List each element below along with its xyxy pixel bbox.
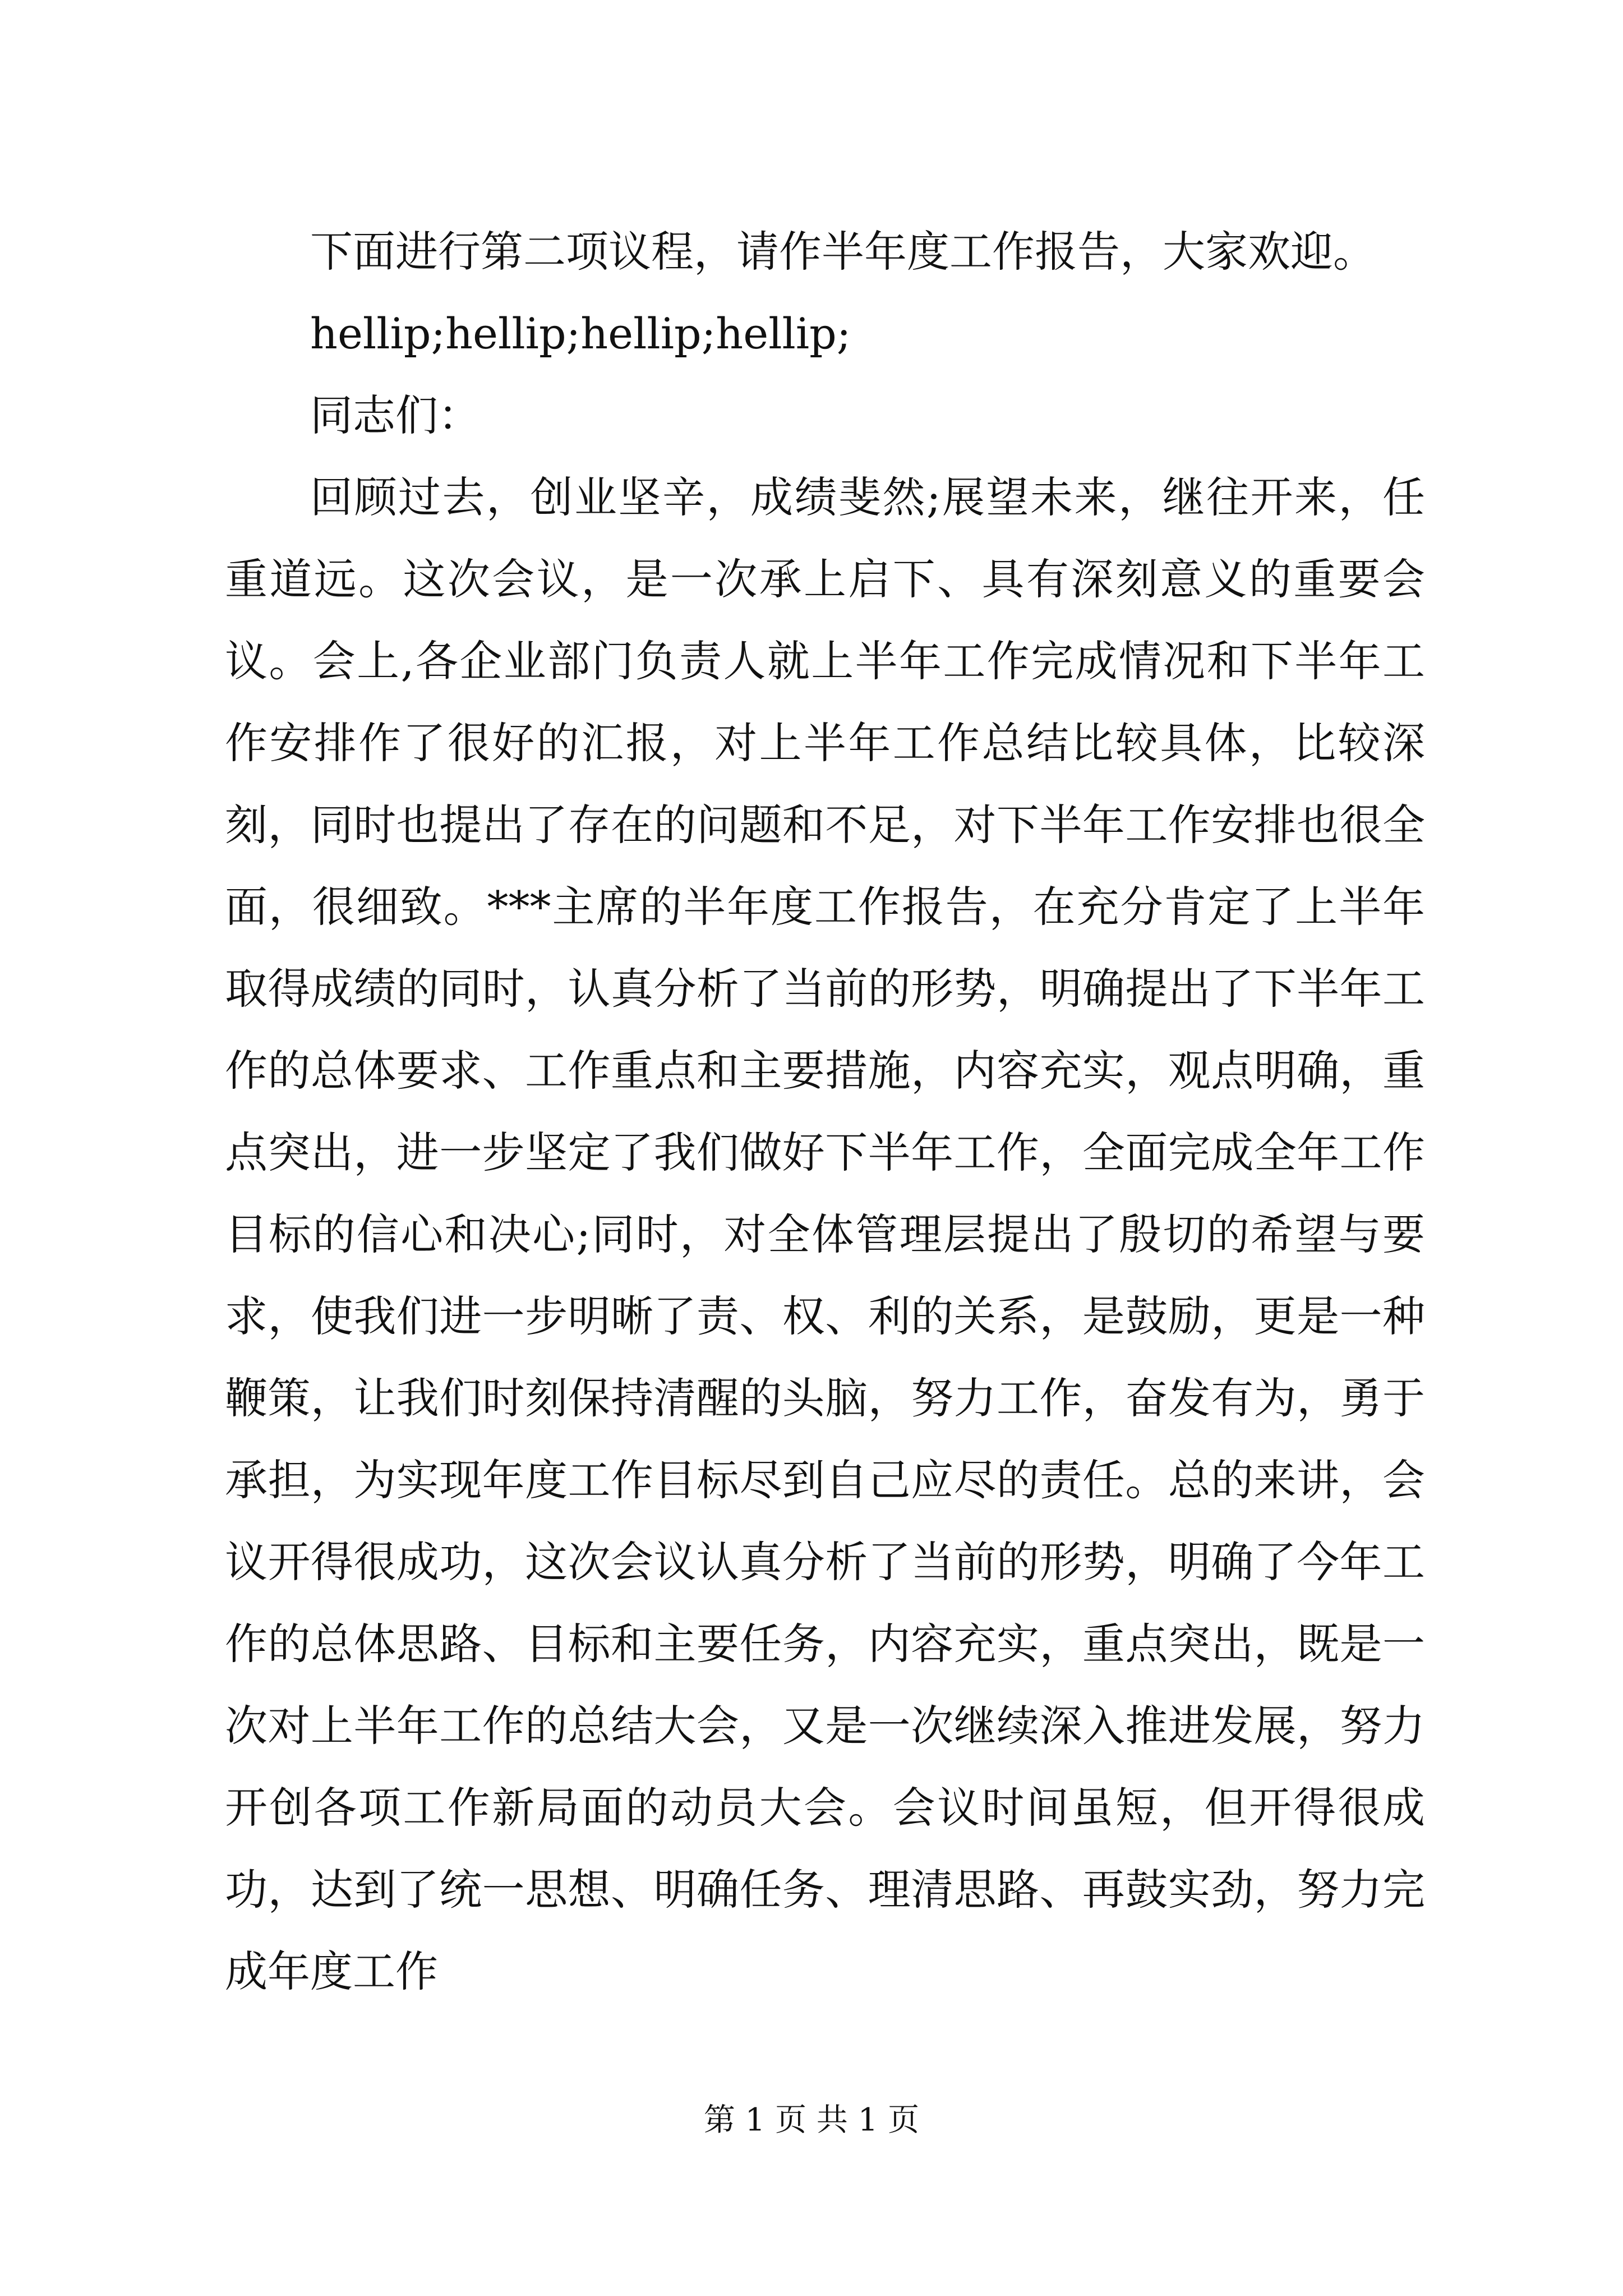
paragraph-agenda: 下面进行第二项议程，请作半年度工作报告，大家欢迎。 [310,227,1376,277]
paragraph-salutation: 同志们： [310,390,481,440]
paragraph-main: 回顾过去，创业坚辛，成绩斐然;展望未来，继往开来，任重道远。这次会议，是一次承上启下、具有深刻意义的重要会议。会上,各企业部门负责人就上半年工作完成情况和下半年工作安排作了很好的汇报，对上半年工作总结比较具体，比较深刻，同时也提出了存在的问题和不足，对下半年工作安排也很全面，很细致。***主席的半年度工作报告，在充分肯定了上半年取得成绩的同时，认真分析了当前的形势，明确提出了下半年工作的总体要求、工作重点和主要措施，内容充实，观点明确，重点突出，进一步坚定了我们做好下半年工作，全面完成全年工作目标的信心和决心;同时，对全体管理层提出了殷切的希望与要求，使我们进一步明晰了责、权、利的关系，是鼓励，更是一种鞭策，让我们时刻保持清醒的头脑，努力工作，奋发有为，勇于承担，为实现年度工作目标尽到自己应尽的责任。总的来讲，会议开得很成功，这次会议认真分析了当前的形势，明确了今年工作的总体思路、目标和主要任务，内容充实，重点突出，既是一次对上半年工作的总结大会，又是一次继续深入推进发展，努力开创各项工作新局面的动员大会。会议时间虽短，但开得很成功，达到了统一思想、明确任务、理清思路、再鼓实劲，努力完成年度工作 [225,472,1425,1996]
page-footer: 第 1 页 共 1 页 [703,2102,920,2138]
paragraph-ellipsis: hellip;hellip;hellip;hellip; [310,309,851,358]
document-body [225,211,1425,2013]
